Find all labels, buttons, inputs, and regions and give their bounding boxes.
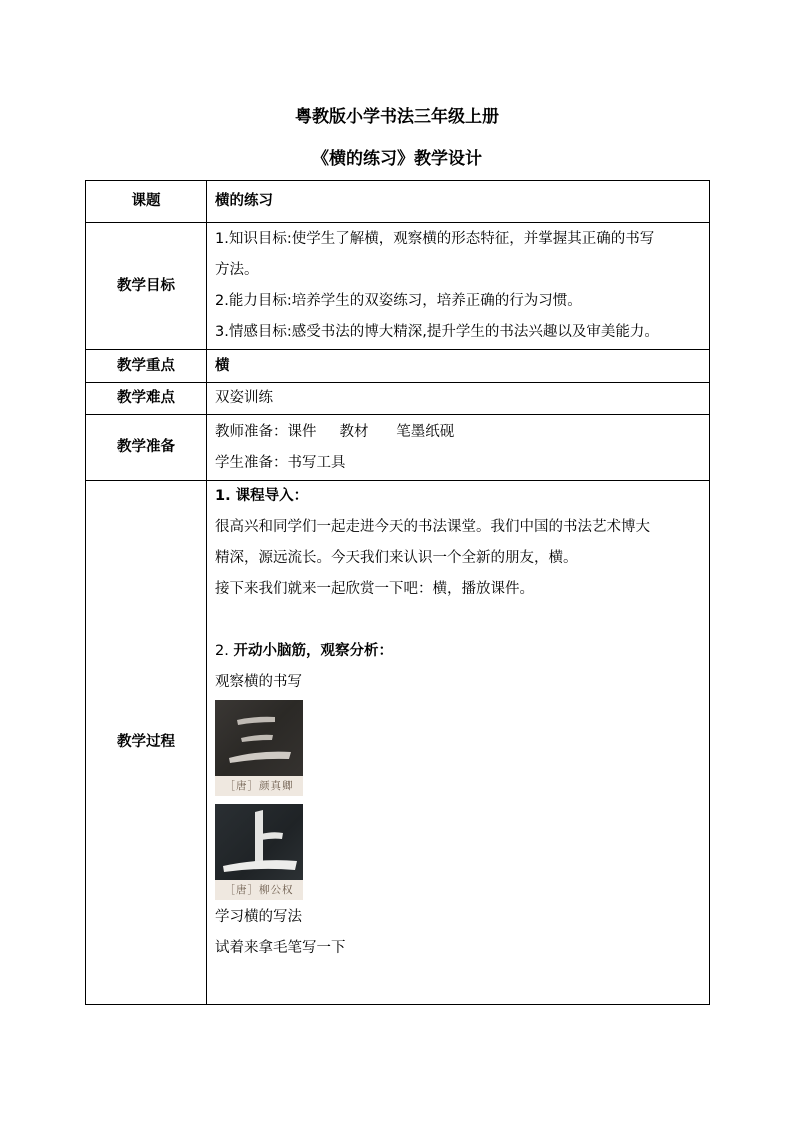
- calligraphy-rubbing-image: [215, 804, 303, 880]
- label-key-point: 教学重点: [86, 350, 207, 383]
- label-process: 教学过程: [86, 481, 207, 1005]
- process-line: 精深，源远流长。今天我们来认识一个全新的朋友，横。: [215, 550, 578, 566]
- label-preparation: 教学准备: [86, 415, 207, 481]
- row-topic: [86, 181, 710, 223]
- section-heading: 1. 课程导入：: [215, 488, 309, 504]
- process-line: 试着来拿毛笔写一下: [215, 940, 346, 956]
- process-line: 学习横的写法: [215, 909, 302, 925]
- value-preparation: [207, 415, 710, 481]
- section-heading: [215, 636, 705, 667]
- goal-line: 2.能力目标:培养学生的双姿练习，培养正确的行为习惯。: [215, 293, 582, 309]
- process-line: 接下来我们就来一起欣赏一下吧：横，播放课件。: [215, 581, 534, 597]
- student-prep: 学生准备：书写工具: [215, 454, 346, 471]
- calligraphy-image-yan-zhenqing: [215, 700, 303, 796]
- row-process: [86, 481, 710, 1005]
- calligraphy-caption: ［唐］颜真卿: [215, 776, 303, 796]
- value-difficulty: 双姿训练: [207, 383, 710, 415]
- process-line: 很高兴和同学们一起走进今天的书法课堂。我们中国的书法艺术博大: [215, 519, 650, 535]
- value-topic: 横的练习: [207, 181, 710, 223]
- section-number: 2.: [215, 643, 229, 659]
- row-key-point: [86, 350, 710, 383]
- value-goals: [207, 223, 710, 350]
- lesson-plan-table: [85, 180, 710, 1005]
- value-process: [207, 481, 710, 1005]
- calligraphy-rubbing-image: [215, 700, 303, 776]
- calligraphy-caption: ［唐］柳公权: [215, 880, 303, 900]
- value-key-point: 横: [207, 350, 710, 383]
- section-title: 开动小脑筋，观察分析：: [233, 643, 393, 659]
- calligraphy-image-liu-gongquan: [215, 804, 303, 900]
- row-preparation: [86, 415, 710, 481]
- goal-line: 1.知识目标:使学生了解横，观察横的形态特征，并掌握其正确的书写: [215, 231, 655, 247]
- goal-line: 方法。: [215, 262, 259, 278]
- process-line: 观察横的书写: [215, 674, 302, 690]
- goal-line: 3.情感目标:感受书法的博大精深,提升学生的书法兴趣以及审美能力。: [215, 324, 659, 340]
- teacher-prep: 教师准备：课件 教材 笔墨纸砚: [215, 423, 455, 440]
- document-title: 粤教版小学书法三年级上册: [295, 107, 499, 127]
- row-goals: [86, 223, 710, 350]
- label-difficulty: 教学难点: [86, 383, 207, 415]
- row-difficulty: [86, 383, 710, 415]
- label-goals: 教学目标: [86, 223, 207, 350]
- document-subtitle: 《横的练习》教学设计: [312, 149, 482, 169]
- label-topic: 课题: [86, 181, 207, 223]
